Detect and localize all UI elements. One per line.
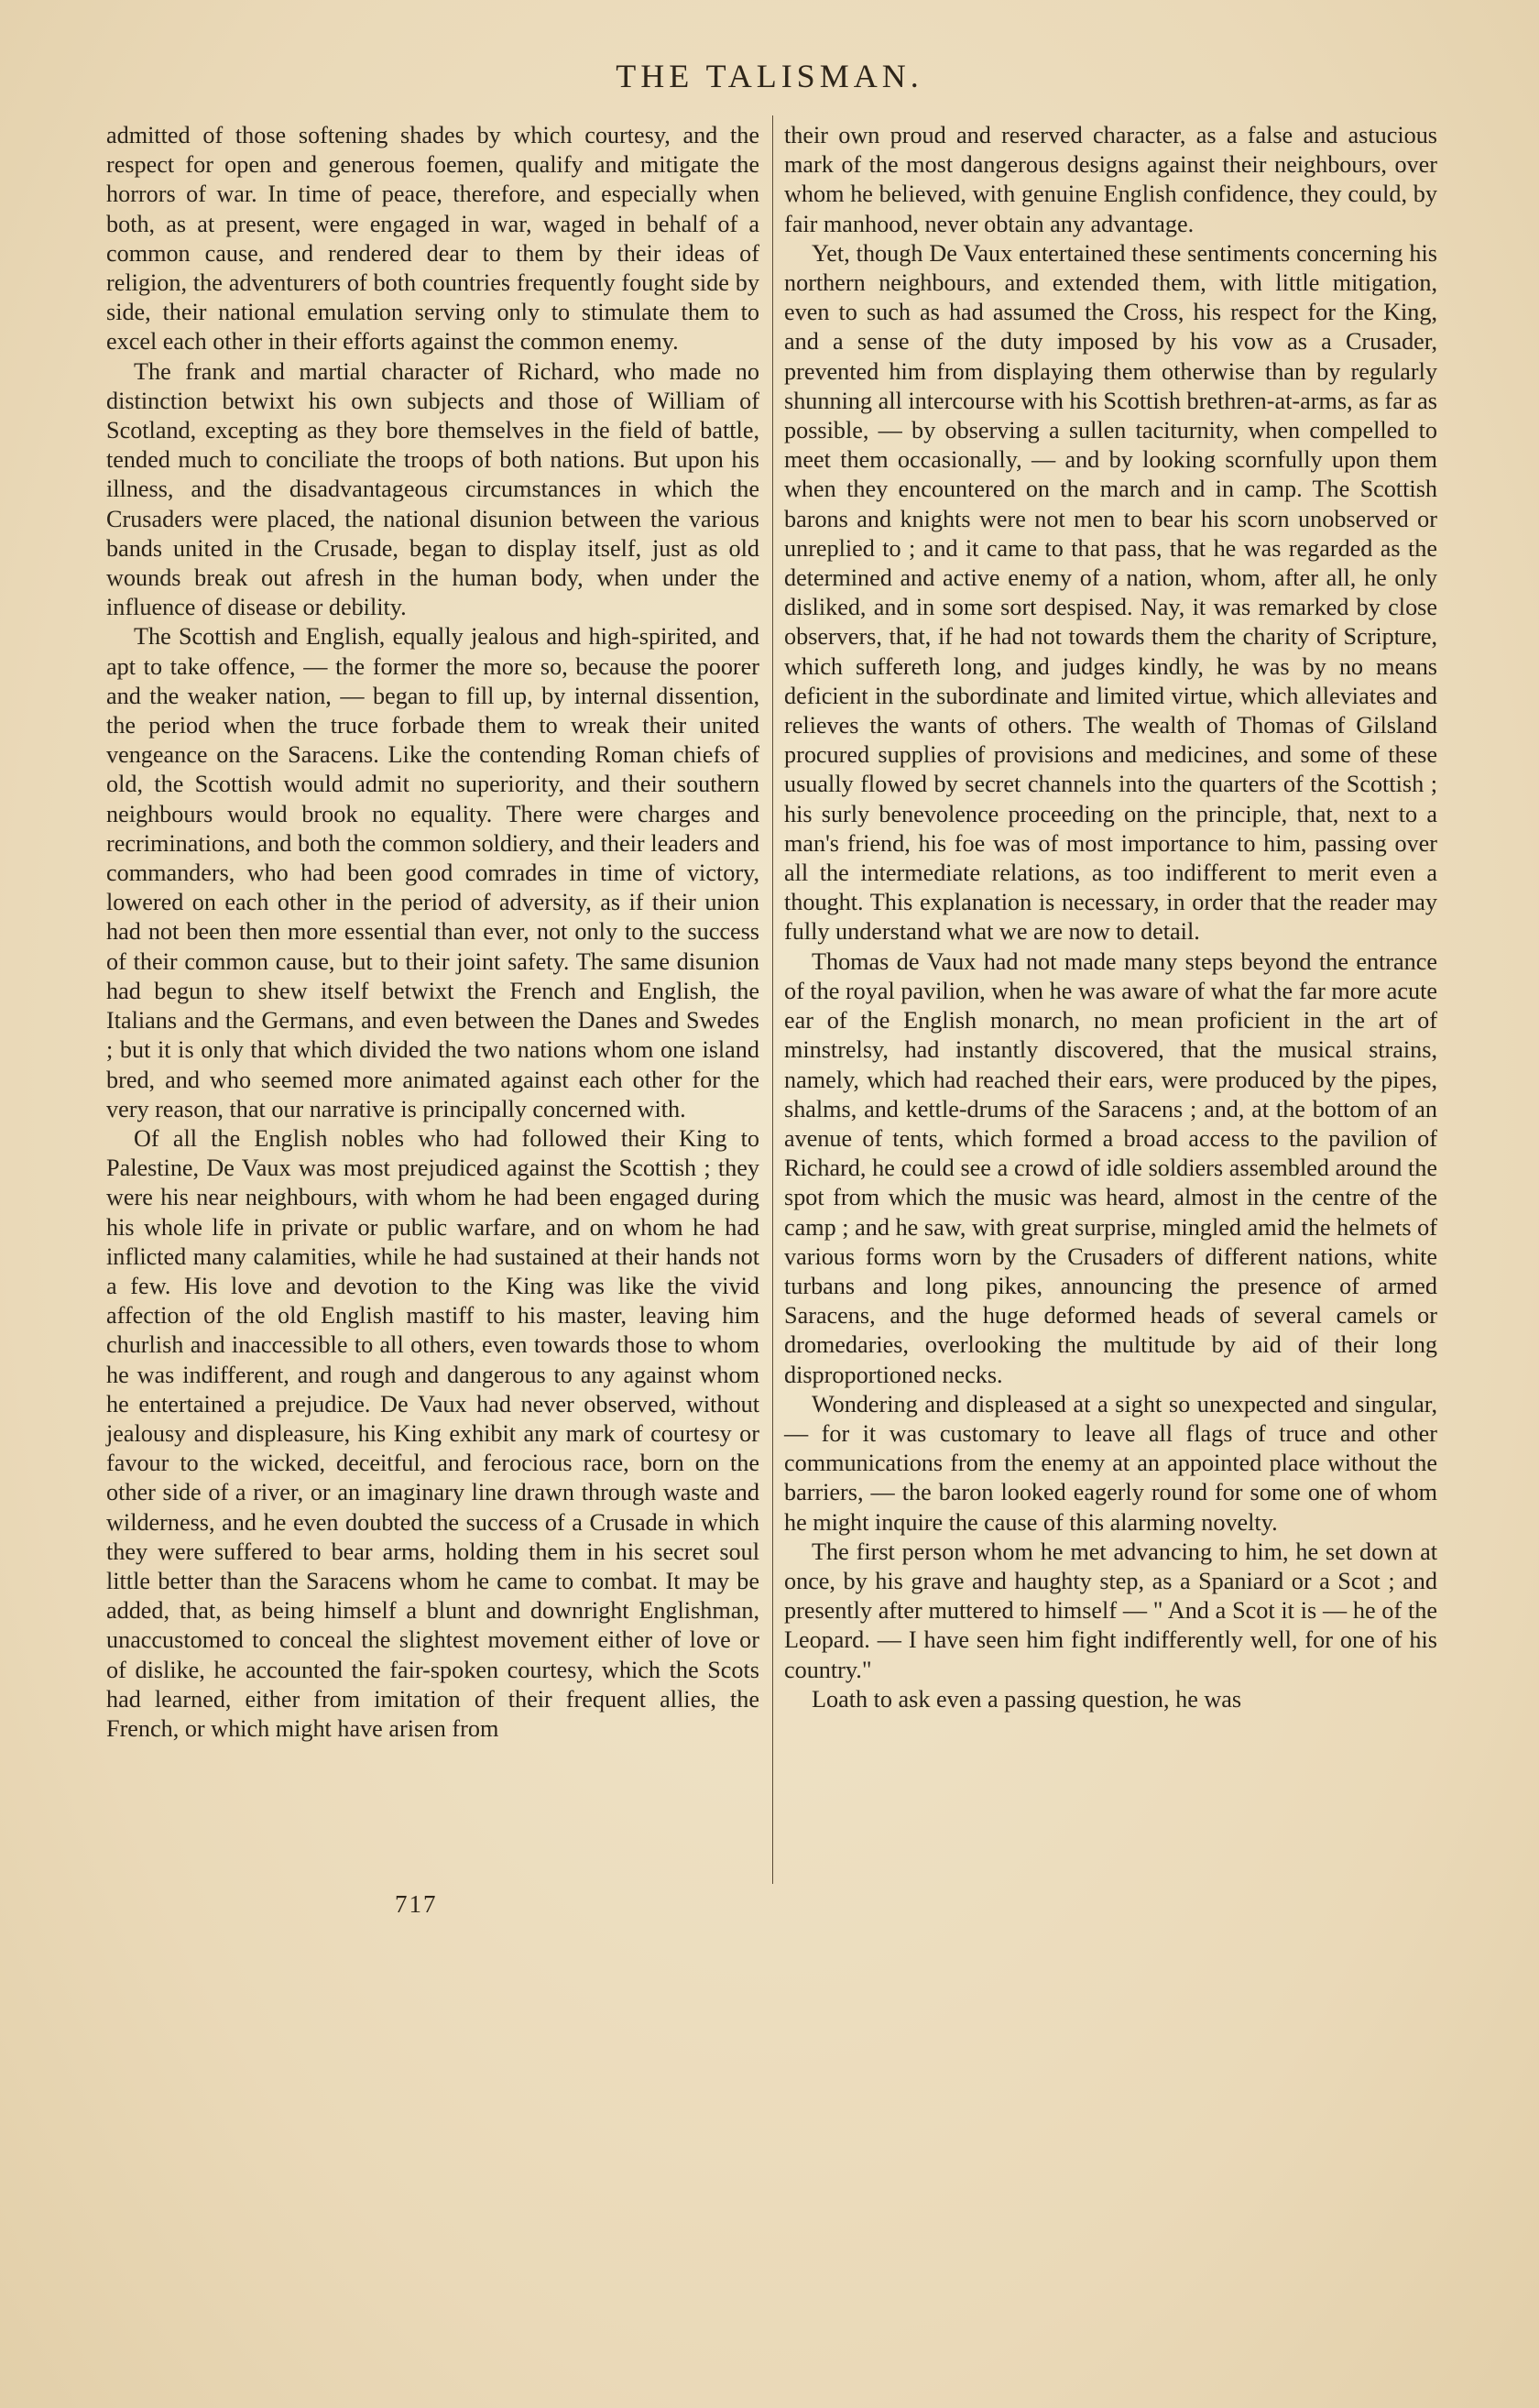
paragraph: Wondering and displeased at a sight so unexpected and singular, — for it was customary to leave all flags of truce and other communications from the enemy at an appointed place without the barriers, — the baron looked eagerly round for some one of whom he might inquire the cause of this alarming novelty. xyxy=(784,1390,1437,1536)
paragraph: The frank and martial character of Richard, who made no distinction betwixt his own subjects and those of William of Scotland, excepting as they bore themselves in the field of battle, tended much to conciliate the troops of both nations. But upon his illness, and the disadvantageous circumstances in which the Crusaders were placed, the national disunion between the various bands united in the Crusade, began to display itself, just as old wounds break out afresh in the human body, when under the influence of disease or debility. xyxy=(106,357,759,621)
paragraph: Loath to ask even a passing question, he was xyxy=(812,1685,1242,1713)
paragraph: The Scottish and English, equally jealous and high-spirited, and apt to take offence, — the former the more so, because the poorer and the weaker nation, — began to fill up, by internal dissention, the period when the truce forbade them to wreak their united vengeance on the Saracens. Like the contending Roman chiefs of old, the Scottish would admit no superiority, and their southern neighbours would brook no equality. There were charges and recriminations, and both the common soldiery, and their leaders and commanders, who had been good comrades in time of victory, lowered on each other in the period of adversity, as if their union had not been then more essential than ever, not only to the success of their common cause, but to their joint safety. The same disunion had begun to shew itself betwixt the French and English, the Italians and the Germans, and even between the Danes and Swedes ; but it is only that which divided the two nations whom one island bred, and who seemed more animated against each other for the very reason, that our narrative is principally concerned with. xyxy=(106,623,759,1122)
running-header: THE TALISMAN. xyxy=(616,58,923,94)
left-column xyxy=(106,121,759,1744)
paragraph: The first person whom he met advancing to him, he set down at once, by his grave and haughty step, as a Spaniard or a Scot ; and presently after muttered to himself — " And a Scot it is — he of the Leopard. — I have seen him fight indifferently well, for one of his country." xyxy=(784,1538,1437,1683)
right-column xyxy=(784,121,1437,1714)
paragraph: Thomas de Vaux had not made many steps beyond the entrance of the royal pavilion, when he was aware of what the far more acute ear of the English monarch, no mean proficient in the art of minstrelsy, had instantly discovered, that the musical strains, namely, which had reached their ears, were produced by the pipes, shalms, and kettle-drums of the Saracens ; and, at the bottom of an avenue of tents, which formed a broad access to the pavilion of Richard, he could see a crowd of idle soldiers assembled around the spot from which the music was heard, almost in the centre of the camp ; and he saw, with great surprise, mingled amid the helmets of various forms worn by the Crusaders of different nations, white turbans and long pikes, announcing the presence of armed Saracens, and the huge deformed heads of several camels or dromedaries, overlooking the multitude by aid of their long disproportioned necks. xyxy=(784,947,1437,1388)
paragraph: Yet, though De Vaux entertained these sentiments concerning his northern neighbours, and extended them, with little mitigation, even to such as had assumed the Cross, his respect for the King, and a sense of the duty imposed by his vow as a Crusader, prevented him from displaying them otherwise than by regularly shunning all intercourse with his Scottish brethren-at-arms, as far as possible, — by observing a sullen taciturnity, when compelled to meet them occasionally, — and by looking scornfully upon them when they encountered on the march and in camp. The Scottish barons and knights were not men to bear his scorn unobserved or unreplied to ; and it came to that pass, that he was regarded as the determined and active enemy of a nation, whom, after all, he only disliked, and in some sort despised. Nay, it was remarked by close observers, that, if he had not towards them the charity of Scripture, which suffereth long, and judges kindly, he was by no means deficient in the subordinate and limited virtue, which alleviates and relieves the wants of others. The wealth of Thomas of Gilsland procured supplies of provisions and medicines, and some of these usually flowed by secret channels into the quarters of the Scottish ; his surly benevolence proceeding on the principle, that, next to a man's friend, his foe was of most importance to him, passing over all the intermediate relations, as too indifferent to merit even a thought. This explanation is necessary, in order that the reader may fully understand what we are now to detail. xyxy=(784,239,1437,946)
paragraph: Of all the English nobles who had followed their King to Palestine, De Vaux was most prejudiced against the Scottish ; they were his near neighbours, with whom he had been engaged during his whole life in private or public warfare, and on whom he had inflicted many calamities, while he had sustained at their hands not a few. His love and devotion to the King was like the vivid affection of the old English mastiff to his master, leaving him churlish and inaccessible to all others, even towards those to whom he was indifferent, and rough and dangerous to any against whom he entertained a prejudice. De Vaux had never observed, without jealousy and displeasure, his King exhibit any mark of courtesy or favour to the wicked, deceitful, and ferocious race, born on the other side of a river, or an imaginary line drawn through waste and wilderness, and he even doubted the success of a Crusade in which they were suffered to bear arms, holding them in his secret soul little better than the Saracens whom he came to combat. It may be added, that, as being himself a blunt and downright Englishman, unaccustomed to conceal the slightest movement either of love or of dislike, he accounted the fair-spoken courtesy, which the Scots had learned, either from imitation of their frequent allies, the French, or which might have arisen from xyxy=(106,1124,759,1742)
page-number: 717 xyxy=(395,1890,438,1918)
paragraph: admitted of those softening shades by which courtesy, and the respect for open and generous foemen, qualify and mitigate the horrors of war. In time of peace, therefore, and especially when both, as at present, were engaged in war, waged in behalf of a common cause, and rendered dear to them by their ideas of religion, the adventurers of both countries frequently fought side by side, their national emulation serving only to stimulate them to excel each other in their efforts against the common enemy. xyxy=(106,122,759,356)
paragraph: their own proud and reserved character, as a false and astucious mark of the most dangerous designs against their neighbours, over whom he believed, with genuine English confidence, they could, by fair manhood, never obtain any advantage. xyxy=(784,122,1437,237)
column-divider xyxy=(772,115,773,1884)
